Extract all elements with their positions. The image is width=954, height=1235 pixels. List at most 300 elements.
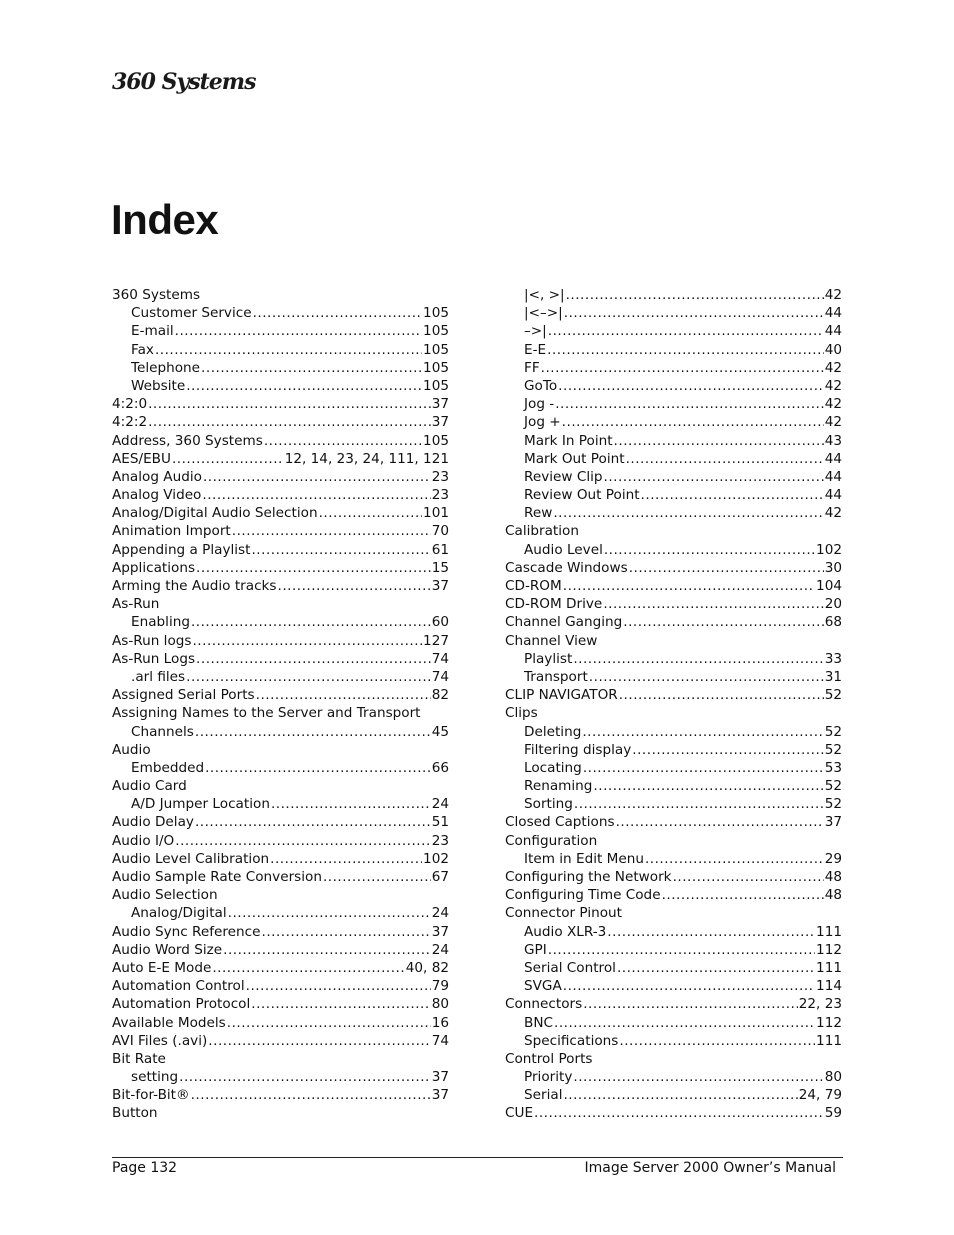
index-term: As-Run Logs	[112, 650, 196, 667]
index-term: Clips	[505, 705, 538, 722]
index-page-refs: 37	[431, 414, 449, 431]
index-page-refs: 23	[431, 468, 449, 485]
index-entry	[112, 704, 449, 722]
index-entry	[505, 795, 842, 813]
leader-dots	[232, 522, 431, 540]
index-entry	[112, 886, 449, 904]
index-term: Configuring Time Code	[505, 887, 661, 904]
leader-dots	[555, 395, 824, 413]
index-term: E-E	[524, 341, 547, 358]
index-entry	[505, 1104, 842, 1122]
index-page-refs: 74	[431, 1032, 449, 1049]
index-page-refs: 33	[824, 650, 842, 667]
index-term: BNC	[524, 1014, 553, 1031]
index-page-refs: 42	[824, 359, 842, 376]
index-term: Audio	[112, 741, 151, 758]
leader-dots	[251, 995, 430, 1013]
index-entry	[505, 632, 842, 650]
index-page-refs: 44	[824, 450, 842, 467]
index-page-refs: 44	[824, 487, 842, 504]
index-page-refs: 61	[431, 541, 449, 558]
index-term: Button	[112, 1105, 158, 1122]
footer-manual-title: Image Server 2000 Owner’s Manual	[584, 1160, 836, 1176]
index-page-refs: 42	[824, 287, 842, 303]
index-entry	[505, 995, 842, 1013]
index-entry	[505, 741, 842, 759]
index-entry	[505, 686, 842, 704]
leader-dots	[541, 359, 824, 377]
index-term: Connectors	[505, 996, 583, 1013]
index-column-right	[505, 286, 842, 1123]
index-term: Audio Sample Rate Conversion	[112, 869, 322, 885]
index-term: As-Run	[112, 596, 160, 613]
index-term: Embedded	[131, 759, 205, 776]
index-term: Assigned Serial Ports	[112, 687, 255, 704]
leader-dots	[196, 650, 431, 668]
leader-dots	[195, 813, 431, 831]
leader-dots	[645, 850, 824, 868]
index-term: Fax	[131, 341, 154, 358]
index-entry	[112, 668, 449, 686]
index-entry	[505, 432, 842, 450]
index-term: Audio Card	[112, 778, 187, 795]
index-entry	[112, 832, 449, 850]
index-entry	[505, 577, 842, 595]
index-term: Connector Pinout	[505, 905, 622, 922]
index-entry	[112, 1050, 449, 1068]
leader-dots	[264, 432, 422, 450]
index-term: Analog/Digital	[131, 905, 227, 922]
leader-dots	[632, 741, 823, 759]
index-entry	[112, 1014, 449, 1032]
leader-dots	[323, 868, 431, 886]
index-page-refs: 59	[824, 1105, 842, 1122]
index-term: Website	[131, 377, 186, 394]
index-page-refs: 112	[816, 941, 842, 958]
leader-dots	[270, 850, 422, 868]
index-entry	[112, 559, 449, 577]
index-entry	[505, 304, 842, 322]
leader-dots	[271, 795, 431, 813]
index-term: Mark In Point	[524, 432, 613, 449]
index-page-refs: 45	[431, 723, 449, 740]
index-term: E-mail	[131, 323, 174, 340]
index-entry	[112, 577, 449, 595]
leader-dots	[623, 613, 823, 631]
leader-dots	[619, 1032, 815, 1050]
leader-dots	[228, 904, 431, 922]
leader-dots	[583, 759, 824, 777]
index-entry	[505, 377, 842, 395]
index-page-refs: 43	[824, 432, 842, 449]
index-page-refs: 37	[431, 1069, 449, 1086]
index-page-refs: 70	[431, 523, 449, 540]
index-entry	[505, 359, 842, 377]
index-entry	[505, 704, 842, 722]
index-entry	[505, 395, 842, 413]
index-page-refs: 111	[816, 959, 842, 976]
index-entry	[112, 1068, 449, 1086]
leader-dots	[202, 486, 430, 504]
index-term: Sorting	[524, 796, 573, 813]
leader-dots	[256, 686, 431, 704]
index-entry	[505, 1050, 842, 1068]
index-term: Audio Level Calibration	[112, 850, 270, 867]
index-term: SVGA	[524, 978, 562, 995]
index-entry	[112, 1032, 449, 1050]
index-page-refs: 23	[431, 832, 449, 849]
index-entry	[112, 686, 449, 704]
index-entry	[505, 450, 842, 468]
index-term: Analog Video	[112, 487, 202, 504]
leader-dots	[186, 668, 431, 686]
index-entry	[112, 432, 449, 450]
index-term: Automation Protocol	[112, 996, 251, 1013]
index-page-refs: 105	[423, 359, 449, 376]
index-page-refs: 53	[824, 759, 842, 776]
index-entry	[505, 832, 842, 850]
index-page-refs: 51	[431, 814, 449, 831]
index-term: Review Out Point	[524, 487, 640, 504]
index-term: Animation Import	[112, 523, 231, 540]
leader-dots	[582, 723, 823, 741]
index-page-refs: 114	[816, 978, 842, 995]
index-page-refs: 37	[431, 396, 449, 413]
leader-dots	[212, 959, 404, 977]
leader-dots	[589, 668, 824, 686]
index-term: Arming the Audio tracks	[112, 578, 277, 594]
index-page-refs: 37	[431, 1087, 449, 1104]
leader-dots	[574, 795, 824, 813]
index-term: 4:2:2	[112, 414, 148, 431]
index-entry	[112, 723, 449, 741]
index-entry	[112, 486, 449, 504]
index-page-refs: 52	[824, 778, 842, 795]
index-page-refs: 80	[431, 996, 449, 1013]
index-entry	[505, 959, 842, 977]
index-entry	[505, 650, 842, 668]
index-term: Applications	[112, 559, 196, 576]
index-entry	[112, 632, 449, 650]
index-term: AES/EBU	[112, 450, 171, 467]
index-term: FF	[524, 359, 540, 376]
index-term: 4:2:0	[112, 396, 148, 413]
index-term: CLIP NAVIGATOR	[505, 687, 618, 704]
index-entry	[505, 468, 842, 486]
leader-dots	[278, 577, 431, 595]
index-entry	[505, 1032, 842, 1050]
index-entry	[505, 868, 842, 886]
leader-dots	[246, 977, 431, 995]
leader-dots	[563, 1086, 797, 1104]
index-page-refs: 48	[824, 887, 842, 904]
leader-dots	[196, 559, 431, 577]
index-page-refs: 48	[824, 869, 842, 885]
index-entry	[112, 868, 449, 886]
page-title: Index	[111, 196, 219, 243]
leader-dots	[603, 595, 823, 613]
leader-dots	[155, 341, 422, 359]
leader-dots	[172, 450, 284, 468]
leader-dots	[553, 504, 823, 522]
leader-dots	[554, 1014, 815, 1032]
leader-dots	[175, 322, 422, 340]
index-entry	[112, 850, 449, 868]
leader-dots	[583, 995, 798, 1013]
index-entry	[112, 504, 449, 522]
index-term: Customer Service	[131, 305, 252, 322]
index-term: Renaming	[524, 778, 593, 795]
index-page-refs: 101	[423, 505, 449, 522]
index-entry	[112, 450, 449, 468]
index-page-refs: 82	[431, 687, 449, 704]
index-term: Control Ports	[505, 1050, 593, 1067]
index-term: As-Run logs	[112, 632, 192, 649]
index-page-refs: 111	[816, 923, 842, 940]
index-page-refs: 42	[824, 505, 842, 522]
index-page-refs: 40, 82	[405, 959, 449, 976]
index-page-refs: 22, 23	[798, 996, 842, 1013]
index-page-refs: 42	[824, 396, 842, 413]
index-page-refs: 80	[824, 1069, 842, 1086]
index-term: Jog -	[524, 396, 555, 413]
index-page-refs: 12, 14, 23, 24, 111, 121	[284, 450, 449, 467]
footer-divider	[112, 1157, 843, 1158]
index-term: Available Models	[112, 1014, 226, 1031]
leader-dots	[548, 941, 815, 959]
index-term: Mark Out Point	[524, 450, 625, 467]
index-term: Channel View	[505, 632, 598, 649]
index-entry	[505, 886, 842, 904]
index-term: Audio I/O	[112, 832, 175, 849]
index-entry	[505, 322, 842, 340]
index-term: Analog Audio	[112, 468, 202, 485]
index-entry	[112, 795, 449, 813]
index-page-refs: 67	[431, 869, 449, 885]
leader-dots	[534, 1104, 824, 1122]
index-page-refs: 23	[431, 487, 449, 504]
index-entry	[112, 377, 449, 395]
leader-dots	[629, 559, 824, 577]
index-term: A/D Jumper Location	[131, 796, 270, 813]
index-entry	[505, 522, 842, 540]
leader-dots	[593, 777, 823, 795]
leader-dots	[573, 1068, 823, 1086]
index-term: GPI	[524, 941, 547, 958]
index-entry	[505, 559, 842, 577]
index-entry	[112, 395, 449, 413]
index-page-refs: 30	[824, 559, 842, 576]
leader-dots	[548, 322, 824, 340]
index-entry	[505, 977, 842, 995]
index-entry	[505, 904, 842, 922]
index-page-refs: 20	[824, 596, 842, 613]
index-term: |<–>|	[524, 305, 563, 322]
index-page-refs: 24	[431, 796, 449, 813]
index-page-refs: 111	[816, 1032, 842, 1049]
index-entry	[112, 322, 449, 340]
index-page-refs: 105	[423, 323, 449, 340]
leader-dots	[616, 813, 824, 831]
index-term: Playlist	[524, 650, 573, 667]
leader-dots	[191, 613, 431, 631]
index-term: Specifications	[524, 1032, 619, 1049]
leader-dots	[179, 1068, 431, 1086]
index-entry	[505, 413, 842, 431]
index-page-refs: 74	[431, 650, 449, 667]
index-entry	[505, 941, 842, 959]
index-term: Assigning Names to the Server and Transport	[112, 705, 421, 722]
index-page-refs: 24, 79	[798, 1087, 842, 1104]
index-term: Cascade Windows	[505, 559, 628, 576]
index-entry	[112, 923, 449, 941]
index-entry	[112, 650, 449, 668]
index-term: .arl files	[131, 668, 186, 685]
leader-dots	[186, 377, 422, 395]
leader-dots	[614, 432, 824, 450]
leader-dots	[573, 650, 823, 668]
index-page-refs: 37	[431, 578, 449, 594]
leader-dots	[626, 450, 824, 468]
index-entry	[505, 286, 842, 304]
index-page-refs: 112	[816, 1014, 842, 1031]
index-entry	[112, 541, 449, 559]
leader-dots	[262, 923, 431, 941]
leader-dots	[617, 959, 815, 977]
index-entry	[505, 850, 842, 868]
index-term: 360 Systems	[112, 287, 201, 303]
leader-dots	[227, 1014, 431, 1032]
index-entry	[112, 741, 449, 759]
index-term: Item in Edit Menu	[524, 850, 644, 867]
brand-logo: 360 Systems	[112, 69, 256, 95]
index-entry	[112, 959, 449, 977]
index-entry	[112, 286, 449, 304]
index-term: Telephone	[131, 359, 201, 376]
index-term: Transport	[524, 668, 588, 685]
index-term: Audio Delay	[112, 814, 194, 831]
index-page-refs: 42	[824, 414, 842, 431]
index-entry	[112, 1086, 449, 1104]
index-entry	[112, 977, 449, 995]
index-entry	[505, 504, 842, 522]
index-term: Configuration	[505, 832, 598, 849]
index-term: Bit Rate	[112, 1050, 166, 1067]
footer-page-number: Page 132	[112, 1160, 178, 1176]
index-term: Review Clip	[524, 468, 603, 485]
leader-dots	[641, 486, 824, 504]
index-page-refs: 24	[431, 941, 449, 958]
index-term: Calibration	[505, 523, 579, 540]
index-entry	[505, 341, 842, 359]
index-term: Channels	[131, 723, 194, 740]
index-page-refs: 40	[824, 341, 842, 358]
index-entry	[505, 723, 842, 741]
leader-dots	[148, 395, 431, 413]
index-page-refs: 31	[824, 668, 842, 685]
index-entry	[112, 613, 449, 631]
index-term: CD-ROM Drive	[505, 596, 603, 613]
leader-dots	[253, 304, 422, 322]
index-page-refs: 37	[431, 923, 449, 940]
index-page-refs: 66	[431, 759, 449, 776]
index-term: Analog/Digital Audio Selection	[112, 505, 318, 522]
index-entry	[112, 304, 449, 322]
index-entry	[112, 468, 449, 486]
leader-dots	[223, 941, 431, 959]
index-page-refs: 37	[824, 814, 842, 831]
index-entry	[505, 595, 842, 613]
index-page-refs: 16	[431, 1014, 449, 1031]
index-entry	[112, 995, 449, 1013]
index-page-refs: 102	[816, 541, 842, 558]
leader-dots	[251, 541, 430, 559]
index-term: |<, >|	[524, 287, 565, 303]
leader-dots	[192, 632, 422, 650]
index-term: Audio XLR-3	[524, 923, 607, 940]
leader-dots	[547, 341, 824, 359]
index-term: Audio Sync Reference	[112, 923, 261, 940]
index-page-refs: 24	[431, 905, 449, 922]
index-term: Appending a Playlist	[112, 541, 251, 558]
index-term: Jog +	[524, 414, 561, 431]
index-term: Locating	[524, 759, 582, 776]
index-page-refs: 79	[431, 978, 449, 995]
leader-dots	[205, 759, 431, 777]
leader-dots	[201, 359, 422, 377]
leader-dots	[604, 541, 815, 559]
index-entry	[112, 759, 449, 777]
index-page-refs: 52	[824, 741, 842, 758]
leader-dots	[564, 304, 824, 322]
index-entry	[505, 923, 842, 941]
index-term: setting	[131, 1069, 179, 1086]
index-page-refs: 68	[824, 614, 842, 631]
index-term: GoTo	[524, 377, 558, 394]
index-entry	[112, 413, 449, 431]
index-term: Bit-for-Bit®	[112, 1087, 190, 1104]
leader-dots	[619, 686, 824, 704]
index-term: CD-ROM	[505, 578, 562, 594]
index-page-refs: 42	[824, 377, 842, 394]
index-entry	[505, 1014, 842, 1032]
index-entry	[505, 777, 842, 795]
leader-dots	[319, 504, 422, 522]
index-page-refs: 104	[816, 578, 842, 594]
index-term: Priority	[524, 1069, 573, 1086]
index-term: Filtering display	[524, 741, 632, 758]
index-term: Audio Selection	[112, 887, 218, 904]
leader-dots	[148, 413, 431, 431]
index-entry	[505, 1086, 842, 1104]
index-entry	[112, 1104, 449, 1122]
index-entry	[505, 759, 842, 777]
leader-dots	[191, 1086, 431, 1104]
index-term: Deleting	[524, 723, 582, 740]
index-term: Address, 360 Systems	[112, 432, 263, 449]
index-term: –>|	[524, 323, 547, 340]
index-page-refs: 105	[423, 341, 449, 358]
leader-dots	[566, 286, 824, 304]
index-page-refs: 60	[431, 614, 449, 631]
index-page-refs: 44	[824, 323, 842, 340]
index-term: Channel Ganging	[505, 614, 623, 631]
leader-dots	[203, 468, 431, 486]
index-entry	[112, 341, 449, 359]
index-page-refs: 52	[824, 796, 842, 813]
index-term: CUE	[505, 1105, 534, 1122]
leader-dots	[195, 723, 431, 741]
